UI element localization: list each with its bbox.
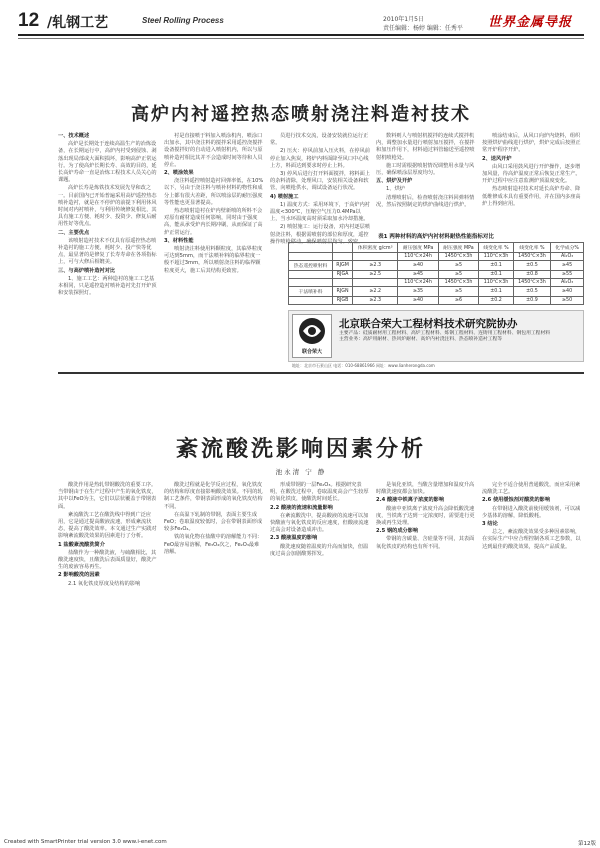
section-heading: 五、烘炉及开炉	[376, 178, 413, 185]
table-cell: Al₂O₃	[551, 279, 584, 287]
table-cell: ≥45	[551, 261, 584, 271]
table-cell: 110℃×24h	[398, 253, 438, 261]
paragraph: 喷射浇注料使用料颗粒度，其临界粒度可达到5mm，而干法喷补料的临界粒度一般不超过3mm，所以喷射浇注料的临界颗粒度更大，施工后其结构更致密。	[164, 246, 263, 274]
article2-authors: 池永清 宁 静	[275, 468, 327, 476]
paragraph: 在紊流酸洗中，提高酸液的流速可以加快酸液与氧化铁皮的反应速度，但酸液流速过高会对设备造成冲击。	[270, 512, 369, 534]
article2-body	[58, 482, 584, 820]
table-cell: 1450℃×3h	[438, 253, 478, 261]
paragraph: 带钢的含碳量、含硅量等不同，其表面氧化铁皮的结构也有所不同。	[376, 536, 475, 550]
section-heading: 2.4 酸液中铁离子浓度的影响	[376, 497, 445, 504]
section-heading: 2.2 酸液的流速和流量影响	[270, 504, 333, 511]
sponsor-body	[339, 331, 579, 344]
table-cell: ≥6	[438, 297, 478, 305]
paragraph: 2.1 氧化铁皮厚度及结构的影响	[68, 580, 141, 587]
table-cell: 1450℃×3h	[513, 253, 550, 261]
section-heading: 一、技术概述	[58, 133, 90, 139]
page-number: 12	[18, 10, 40, 31]
section-heading: 3 结论	[482, 521, 498, 528]
table-cell	[353, 253, 398, 261]
table-cell: ≥50	[551, 297, 584, 305]
paragraph: 酸液中亚铁离子浓度升高会降低酸洗速度，当铁离子达到一定浓度时，需要进行更换或再生处理。	[376, 505, 475, 527]
table-row	[289, 271, 584, 279]
table-cell: 耐压强度 MPa	[398, 243, 438, 253]
table-cell: 化学成分%	[551, 243, 584, 253]
table-cell	[289, 271, 333, 279]
paragraph: 清理喷射后，检查喷射浇注料回弹料情况，然后按照制定的烘炉曲线进行烘炉。	[376, 194, 475, 208]
table-cell: RJGM	[333, 261, 353, 271]
table-cell: ≥40	[551, 287, 584, 297]
section-heading: 2、喷涂效果	[164, 170, 194, 177]
article-divider	[58, 372, 584, 374]
properties-table	[288, 232, 584, 307]
table-row	[289, 279, 584, 287]
article1-col5	[482, 133, 584, 228]
header-rule-thin	[18, 38, 584, 39]
article2-col2	[164, 482, 264, 820]
section-heading: 2、送风开炉	[482, 155, 512, 162]
table-cell	[289, 297, 333, 305]
paragraph: 酸洗过程就是化学反应过程，氧化铁皮的结构和厚度直接影响酸洗效果。不同的轧制工艺条件，带钢表面形成的氧化铁皮结构不同。	[164, 482, 263, 510]
article2-col5	[482, 482, 584, 820]
section-heading: 4) 喷射施工	[270, 193, 299, 200]
table-cell: ≥5	[438, 287, 478, 297]
sponsor-logo	[292, 314, 332, 358]
table-cell: ±0.5	[513, 261, 550, 271]
paragraph: 数料则人与喷射机搅拌的连续式搅拌机内，调整加水量进行喷射加压搅拌，在搅拌和加压作用下，材料通过料管输送至遥控喷射机喷枪处。	[376, 133, 475, 161]
table-cell: ≥55	[551, 271, 584, 279]
article2-col3	[270, 482, 370, 820]
paragraph: 1、烘炉	[386, 186, 405, 193]
paragraph: 酸洗作用是热轧带钢酸洗的重要工序。当带钢由于在生产过程中产生的氧化铁皮，其中以FeO为主，它们以层状覆盖于带钢表面。	[58, 482, 157, 510]
paragraph: 3) 停风后进行打开料面搅拌，将料面上的杂料清除，处理风口，安装相关设备和软管，向喷枪供水，调试设备运行状况。	[270, 171, 370, 192]
sponsor-line: 主要产品：硅质耐材用工程材料、高炉工程材料、炼钢工程材料、连铸用工程材料、钢包用工程材料	[339, 331, 551, 336]
table-cell	[333, 243, 353, 253]
table-row	[289, 261, 584, 271]
paragraph: 员进行技术交流，设备安装就位运行正常。	[270, 133, 369, 147]
section-heading: 2.6 使用缓蚀剂对酸洗的影响	[482, 497, 551, 504]
table-cell	[333, 253, 353, 261]
table-row	[289, 243, 584, 253]
paragraph: 盐酸作为一种酸洗液，与硫酸相比，其酸洗速度快，且酸洗后表面质量好，酸洗产生的废液容易再生。	[58, 549, 157, 571]
paragraph: 2) 压火：停风前加入压火料，在停风前停止加入焦炭，将炉内料面降至风口中心线上方，料面达到要求时停止上料。	[270, 148, 370, 169]
table-row	[289, 287, 584, 297]
paragraph: 浇注料遥控喷射造衬回弹率低，在10%以下，另由于浇注料与喷补材料的物性和成分上都有很大差距，所以喷涂层的耐压强度等性能也更显著提高。	[164, 178, 264, 206]
paragraph: 是氧化亚铁，当酸含量增加和温度升高时酸洗速度都会加快。	[376, 482, 475, 496]
paragraph: 由风口采用鼓风进行开炉操作，逐步增加风量，待高炉温度正常后恢复正常生产。开炉过程中应注意监测炉顶温度变化。	[482, 163, 581, 185]
table-cell: RJGB	[333, 297, 353, 305]
table-grid	[288, 242, 584, 305]
table-cell: ≥2.3	[353, 261, 398, 271]
page-header	[18, 10, 584, 46]
paragraph: 1、施工工艺：两种造衬的施工工艺基本相同，只是遥控造衬喷补造衬先打开炉顶和安装探照灯。	[58, 275, 157, 297]
sponsor-emblem-icon	[293, 315, 331, 347]
article1-col1	[58, 133, 158, 365]
table-cell: 干法喷补料	[289, 287, 333, 297]
section-heading: 3、材料性能	[164, 237, 194, 244]
table-cell: RJGN	[333, 287, 353, 297]
table-cell: ±0.9	[513, 297, 550, 305]
paragraph: 在带钢进入酸洗前使用缓蚀剂，可以减少基体的溶解，降低酸耗。	[482, 505, 581, 519]
sponsor-ad	[288, 310, 584, 368]
table-cell: ≥35	[398, 287, 438, 297]
article1-col3	[270, 133, 370, 245]
table-row	[289, 253, 584, 261]
footer-watermark: Created with SmartPrinter trial version 3.0 www.i-enet.com	[4, 839, 167, 845]
paragraph: 紊流酸洗工艺在酸洗线中得到广泛应用，它是通过提高酸液流速，形成紊流状态，提高了酸洗效率。本文通过生产实践对影响紊流酸洗效果的因素进行了分析。	[58, 511, 157, 540]
table-cell: ≥5	[438, 261, 478, 271]
table-cell: 110℃×24h	[398, 279, 438, 287]
table-cell: ±0.8	[513, 271, 550, 279]
table-cell: 体积密度 g/cm³	[353, 243, 398, 253]
section-heading: 2 影响酸洗的因素	[58, 572, 100, 579]
paragraph: 施工时需根据喷射情况调整用水量与风压，确保喷涂层厚度均匀。	[376, 162, 475, 177]
paragraph: 铁的氧化物在盐酸中的溶解能力不同：FeO最容易溶解，Fe₃O₄次之，Fe₂O₃最难溶解。	[164, 534, 263, 555]
table-cell: ±0.1	[479, 287, 514, 297]
sponsor-logo-text: 联合荣大	[301, 349, 322, 355]
section-heading: 2.5 钢的成分影响	[376, 528, 419, 535]
table-cell	[289, 279, 333, 287]
section-heading: 二、主要优点	[58, 229, 90, 236]
sponsor-title: 北京联合荣大工程材料技术研究院协办	[339, 318, 518, 330]
paragraph: 完全不适合使用普通酸洗，而应采用紊流酸洗工艺。	[482, 482, 581, 496]
table-cell: 1450℃×3h	[438, 279, 478, 287]
table-cell	[353, 279, 398, 287]
table-cell: 线变化率 %	[479, 243, 514, 253]
table-cell	[289, 243, 333, 253]
issue-date: 2010年1月5日	[383, 16, 424, 23]
table-cell: 线变化率 %	[513, 243, 550, 253]
footer-page: 第12版	[578, 841, 596, 847]
sponsor-line: 主营业务：高炉用耐材、热风炉耐材、高炉内衬浇注料、热态喷补造衬工程等	[339, 337, 503, 343]
paragraph: 衬是直接喷于料加入喷涂机内，喷涂口出加水，其中浇注料的搅拌采用遥控浇搅拌设备搅拌好的自动进入喷射机内，所以与原喷补造衬相比其并不会造成时间等待和人员停止。	[164, 133, 263, 168]
article1-title: 高炉内衬遥控热态喷射浇注料造衬技术	[131, 104, 471, 125]
table-cell	[333, 279, 353, 287]
article1-col4	[376, 133, 476, 228]
table-cell: ≥40	[398, 297, 438, 305]
paragraph: 2) 喷射施工：运行设备，对内衬逐层喷射浇注料，根据需喷射的部位和厚度，遥控操作喷枪移动，确保喷射层均匀、致密。	[270, 224, 370, 245]
table-cell: ±0.1	[479, 271, 514, 279]
paragraph: 高炉长寿是炼铁技术发展先导和改之一。目前国内已开始普遍采用高炉遥控热态喷补造衬，就是在不停炉的前提下利用休风时间对内衬喷补，与利用传统修复相比，其具有施工方便、耗时少、投资少、修复后耐用性好等优点。	[58, 185, 157, 228]
newspaper-logo: 世界金属导报	[488, 15, 573, 30]
table-cell: ≥45	[398, 271, 438, 279]
table-cell: 1450℃×3h	[513, 279, 550, 287]
section-heading: 1 盐酸紊流酸洗简介	[58, 541, 105, 548]
paragraph: 热态喷射造衬技术对延长高炉寿命、降低维修成本具有重要作用，并在国内多座高炉上得到应用。	[482, 186, 581, 207]
paragraph: 形成带钢的一层Fe₂O₃。根据研究表明，在酸洗过程中，卷取温度高会产生较厚的氧化铁皮，使酸洗时间延长。	[270, 482, 369, 503]
article2-col4	[376, 482, 476, 820]
table-cell: 110℃×3h	[479, 253, 514, 261]
header-rule	[18, 34, 584, 36]
paragraph: 高炉是长期处于连续高温生产的冶炼设备，在长期运行中，高炉内衬受到侵蚀、剥落出现局部或大面积损坏，影响高炉正常运行。为了使高炉长期长寿、高效的目的，延长高炉寿命一直是冶炼工程技术人员关心的课题。	[58, 141, 157, 184]
paragraph: 该喷射造衬技术不仅具有原遥控热态喷补造衬的施工方便、耗时少、投产快等优点，最显著的是修复了长寿寿命在各项指标上，可与大修后相媲美。	[58, 237, 157, 266]
table-cell: ≥5	[438, 271, 478, 279]
table-cell: ±0.1	[479, 261, 514, 271]
table-row	[289, 297, 584, 305]
article2-col1	[58, 482, 158, 820]
paragraph: 酸洗速度随着温度的升高而加快，但温度过高会加剧酸雾挥发。	[270, 543, 369, 557]
table-cell: ≥2.2	[353, 287, 398, 297]
table-cell: 耐压强度 MPa	[438, 243, 478, 253]
table-cell: Al₂O₃	[551, 253, 584, 261]
table-cell	[289, 253, 333, 261]
table-cell: ≥2.5	[353, 271, 398, 279]
editors: 责任编辑：杨婷 编辑：任秀平	[383, 25, 463, 32]
paragraph: 热态喷射造衬在炉内壁新喷的所料不会对原有耐材造成任何影响，同时由于强度高，能从承受炉内长期冲刷，从而保证了高炉正常运行。	[164, 208, 263, 236]
section-heading: 2.3 酸液温度的影响	[270, 535, 318, 542]
table-cell: ±0.2	[479, 297, 514, 305]
sponsor-footer: 地址：北京市石景山区 电话：010-68861966 网址：www.lianherongda.com	[292, 363, 435, 368]
section-title: /轧钢工艺	[47, 15, 109, 31]
table-cell: RJGA	[333, 271, 353, 279]
article1-col2	[164, 133, 264, 365]
table-cell: ≥40	[398, 261, 438, 271]
table-cell: 热态遥控喷射料	[289, 261, 333, 271]
table-cell: 110℃×3h	[479, 279, 514, 287]
section-title-en: Steel Rolling Process	[142, 16, 224, 25]
paragraph: 喷涂结束后，从风口向炉内烧料，组织按照烘炉曲线进行烘炉，烘炉完成后按照正常开炉程序开炉。	[482, 133, 581, 154]
table-cell: ≥2.3	[353, 297, 398, 305]
table-title: 表1 两种材料的高炉内衬材料耐热性能指标对比	[378, 234, 494, 240]
article2-title: 紊流酸洗影响因素分析	[175, 437, 426, 462]
page-footer	[0, 838, 600, 848]
paragraph: 在高温下轧制的带钢，表面主要生成FeO；卷取温度较低时，会在带钢表面形成较多Fe₃O₄。	[164, 511, 263, 533]
section-heading: 三、与高炉喷补造衬对比	[58, 267, 116, 274]
paragraph: 总之，紊流酸洗效果受多种因素影响，在实际生产中应合理控制各项工艺参数，以达到最佳的酸洗效果，提高产品质量。	[482, 529, 581, 550]
table-cell: ±0.5	[513, 287, 550, 297]
paragraph: 1) 温度方式：采用环境下，于高炉内衬温度<300℃，压缩空气压力0.4MPa以上，当水环温度高时须采取加水冷却措施。	[270, 201, 370, 223]
